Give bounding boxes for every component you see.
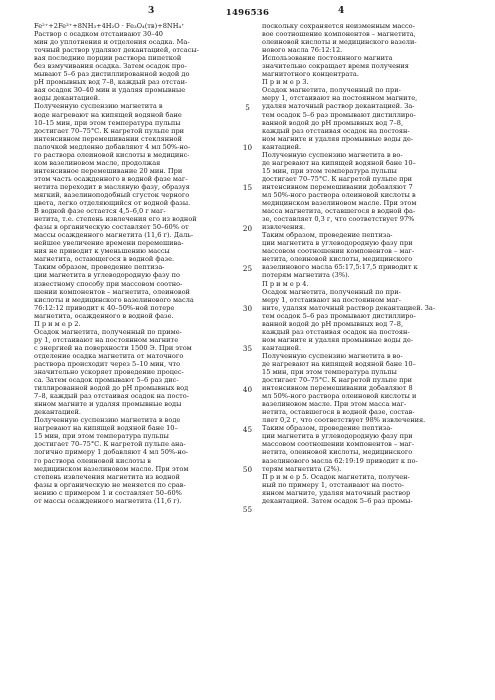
text-line: нетита, олеиновой кислоты, медицинского — [262, 255, 413, 264]
text-line: поскольку сохраняется неизменным массо- — [262, 22, 415, 30]
text-line: фазы в органическую не меняется по срав- — [34, 480, 186, 489]
text-line: декантацией. Затем осадок 5–6 раз промы- — [262, 496, 413, 505]
text-line: терям магнетита (2%). — [262, 464, 342, 473]
text-line: тем осадок 5–6 раз промывают дистиллиро- — [262, 311, 416, 320]
line-number: 25 — [242, 263, 253, 273]
text-line: Использование постоянного магнита — [262, 54, 393, 63]
text-line: В водной фазе остается 4,5–6,0 г маг- — [34, 207, 166, 216]
text-line: мл 50%-ного раствора олеиновой кислоты и — [262, 392, 417, 401]
text-line: интенсивное перемешивание 20 мин. При — [34, 166, 183, 175]
text-line: точный раствор удаляют декантацией, отсасы- — [34, 46, 199, 55]
text-line: логично примеру 1 добавляют 4 мл 50%-но- — [34, 448, 189, 457]
text-line: массы осажденного магнетита (11,6 г). Даль- — [34, 231, 194, 240]
text-line: вазелинового масла 62:19:19 приводит к по- — [262, 456, 418, 465]
text-line: шении компонентов – магнетита, олеиновой — [34, 287, 190, 296]
text-line: удаляя маточный раствор декантацией. За- — [262, 102, 415, 111]
text-line: ном магните и удаляя промывные воды де- — [262, 335, 414, 344]
text-line: Полученную суспензию магнетита в во- — [262, 150, 403, 159]
line-number: 55 — [242, 505, 253, 515]
text-line: 15 мин, при этом температура пульпы — [262, 368, 397, 377]
text-line: медицинском вазелиновом масле. При этом — [262, 199, 417, 208]
text-line: потерям магнетита (3%). — [262, 271, 350, 280]
text-line: П р и м е р 3. — [262, 78, 309, 87]
text-line: достигает 70–75°С. К нагретой пульпе при — [34, 126, 185, 135]
text-line: вое соотношение компонентов – магнетита, — [262, 30, 416, 39]
text-line: каждый раз отстаивая осадок на постоян- — [262, 126, 410, 135]
text-line: значительно ускоряет проведение процес- — [34, 368, 184, 377]
text-line: Раствор с осадком отстаивают 30–40 — [34, 30, 163, 39]
text-line: фазы в органическую составляет 50–60% от — [34, 223, 189, 232]
text-line: ции магнетита в углеводородную фазу по — [34, 271, 180, 280]
text-line: Осадок магнетита, полученный по при- — [262, 287, 401, 296]
text-line: Таким образом, проведение пептиза- — [262, 424, 393, 433]
line-number: 10 — [242, 143, 253, 152]
text-line: мин до уплотнения и отделения осадка. Ма- — [34, 38, 190, 47]
text-line: Таким образом, проведение пептиза- — [34, 263, 165, 272]
text-line: палочкой медленно добавляют 4 мл 50%-но- — [34, 142, 191, 151]
text-line: интенсивном перемешивании добавляют 8 — [262, 384, 413, 393]
text-line: ном магните и удаляя промывные воды де- — [262, 134, 414, 143]
text-line: нагревают на кипящей водяной бане 10– — [34, 424, 178, 433]
text-line: мывают 5–6 раз дистиллированной водой до — [34, 70, 190, 79]
text-line: магнитотного концентрата. — [262, 70, 359, 79]
text-line: значительно сокращает время получения — [262, 62, 409, 71]
text-line: Осадок магнетита, полученный по приме- — [34, 327, 182, 336]
text-line: декантацией. — [34, 408, 82, 417]
text-line: Осадок магнетита, полученный по при- — [262, 86, 401, 95]
text-line: масса магнетита, оставшегося в водной фа- — [262, 207, 416, 216]
line-number: 15 — [242, 183, 253, 193]
text-line: воде нагревают на кипящей водяной бане — [34, 110, 182, 119]
line-number: 30 — [242, 304, 253, 313]
text-line: ру 1, отстаивают на постоянном магните — [34, 335, 179, 344]
text-line: массовом соотношении компонентов – маг- — [262, 440, 415, 449]
text-line: нейшее увеличение времени перемешива- — [34, 239, 184, 248]
text-line: П р и м е р 2. — [34, 319, 81, 328]
text-line: воды декантацией. — [34, 94, 101, 103]
line-number: 35 — [242, 344, 253, 354]
text-line: магнетита, остающегося в водной фазе. — [34, 255, 175, 264]
text-line: ции магнетита в углеводородную фазу при — [262, 432, 413, 441]
text-line: интенсивном перемешивании добавляют 7 — [262, 182, 413, 191]
line-number: 45 — [242, 424, 253, 434]
text-line: кантацией. — [262, 343, 302, 352]
text-line: достигает 70–75°С. К нагретой пульпе ана- — [34, 440, 186, 449]
text-line: цвета, легко отделяющийся от водной фазы. — [34, 199, 191, 208]
line-number: 20 — [242, 223, 253, 233]
text-line: нетита, олеиновой кислоты, медицинского — [262, 448, 413, 457]
patent-number: 1496536 — [225, 8, 270, 18]
text-line: го раствора олеиновой кислоты в медицинс- — [34, 150, 190, 159]
text-line: Полученную суспензию магнетита в во- — [262, 351, 403, 360]
text-line: мл 50%-ного раствора олеиновой кислоты в — [262, 190, 416, 199]
text-line: вая осадок 30–40 мин и удаляя промывные — [34, 86, 186, 95]
text-line: нетита, т.е. степень извлечения его из водной — [34, 215, 197, 224]
text-line: медицинском вазелиновом масле. При этом — [34, 464, 189, 473]
text-line: каждый раз отстаивая осадок на постоян- — [262, 327, 410, 336]
text-line: магнетита, осажденного в водной фазе. — [34, 311, 174, 320]
text-line: 15 мин, при этом температура пульпы — [34, 432, 169, 441]
page-number-right: 4 — [338, 6, 345, 16]
text-line: 15 мин, при этом температура пульпы — [262, 166, 397, 175]
text-line: вазелинового масла 65:17,5:17,5 приводит к — [262, 263, 418, 272]
text-line: П р и м е р 5. Осадок магнетита, получен- — [262, 472, 410, 481]
text-line: известному способу при массовом соотно- — [34, 279, 183, 288]
line-number: 40 — [242, 384, 253, 394]
text-line: этом часть осажденного в водной фазе маг- — [34, 174, 188, 183]
text-line: де нагревают на кипящей водяной бане 10– — [262, 158, 416, 167]
text-line: раствора происходит через 5–10 мин, что — [34, 359, 181, 368]
text-line: П р и м е р 4. — [262, 279, 309, 288]
text-line: отделение осадка магнетита от маточного — [34, 351, 184, 360]
text-line: от массы осажденного магнетита (11,6 г). — [34, 496, 182, 505]
text-line: тиллированной водой до pH промывных вод — [34, 384, 189, 393]
text-line: олеиновой кислоты и медицинского вазели- — [262, 38, 417, 47]
text-line: pH промывных вод 7–8, каждый раз отстаи- — [34, 78, 188, 87]
text-line: ляет 0,2 г, что соответствует 98% извлечения. — [262, 416, 426, 425]
text-line: степень извлечения магнетита из водной — [34, 472, 180, 481]
text-line: ком вазелиновом масле, продолжая — [34, 158, 161, 167]
text-line: 76:12:12 приводит к 40–50%-ной потере — [34, 303, 175, 312]
text-line: го раствора олеиновой кислоты в — [34, 456, 152, 465]
text-line: ванной водой до pH промывных вод 7–8, — [262, 319, 404, 328]
text-line: Полученную суспензию магнетита в воде — [34, 416, 181, 425]
text-line: достигает 70–75°С. К нагретой пульпе при — [262, 174, 413, 183]
text-line: тем осадок 5–6 раз промывают дистиллиро- — [262, 110, 416, 119]
text-line: нетита, оставшегося в водной фазе, состав- — [262, 408, 415, 417]
line-number: 5 — [245, 102, 250, 112]
text-line: мягкий, вазелиноподобный сгусток черного — [34, 190, 190, 199]
text-line: ния не приводит к уменьшению массы — [34, 247, 170, 256]
text-line: интенсивном перемешивании стеклянной — [34, 134, 182, 143]
text-line: кислоты и медицинского вазелинового масла — [34, 295, 194, 304]
page-number-left: 3 — [148, 6, 155, 16]
text-line: Таким образом, проведение пептиза- — [262, 231, 393, 240]
text-line: меру 1, отстаивают на постоянном маг- — [262, 295, 402, 304]
text-line: ните, удаляя маточный раствор декантацией. За- — [262, 303, 436, 312]
text-line: достигает 70–75°С. К нагретой пульпе при — [262, 376, 413, 385]
text-line: ции магнетита в углеводородную фазу при — [262, 239, 413, 248]
text-line: 7–8, каждый раз отстаивая осадок на посто- — [34, 392, 189, 401]
text-line: Полученную суспензию магнетита в — [34, 102, 163, 111]
text-line: нетита переходит в масляную фазу, образуя — [34, 182, 190, 191]
text-line: 10–15 мин, при этом температура пульпы — [34, 118, 181, 127]
text-line: без взмучивания осадка. Затем осадок про- — [34, 62, 187, 71]
text-line: меру 1, отстаивают на постоянном магните, — [262, 94, 418, 103]
text-line: кантацией. — [262, 142, 302, 151]
text-line: нению с примером 1 и составляет 50–60% — [34, 488, 182, 497]
text-line: вая последние порции раствора пипеткой — [34, 54, 182, 63]
text-line: ванной водой до pH промывных вод 7–8, — [262, 118, 404, 127]
line-number: 50 — [242, 465, 253, 474]
text-line: са. Затем осадок промывают 5–6 раз дис- — [34, 376, 179, 385]
text-line: янном магните и удаляя промывные воды — [34, 400, 182, 409]
text-line: Fe²⁺+2Fe³⁺+8NH₃+4H₂O · Fe₃O₄(тв)+8NH₄⁺ — [34, 22, 185, 30]
text-line: извлечения. — [262, 223, 306, 232]
text-line: вазелиновом масле. При этом масса маг- — [262, 400, 407, 409]
text-line: массовом соотношении компонентов – маг- — [262, 247, 415, 256]
text-line: нового масла 76:12:12. — [262, 46, 343, 55]
text-line: янном магните, удаляя маточный раствор — [262, 488, 411, 497]
text-line: с энергией на поверхности 1500 Э. При этом — [34, 343, 192, 352]
text-line: де нагревают на кипящей водяной бане 10– — [262, 359, 416, 368]
text-line: ный по примеру 1, отстаивают на посто- — [262, 480, 404, 489]
text-line: зе, составляет 0,3 г, что соответствует 97% — [262, 215, 415, 224]
